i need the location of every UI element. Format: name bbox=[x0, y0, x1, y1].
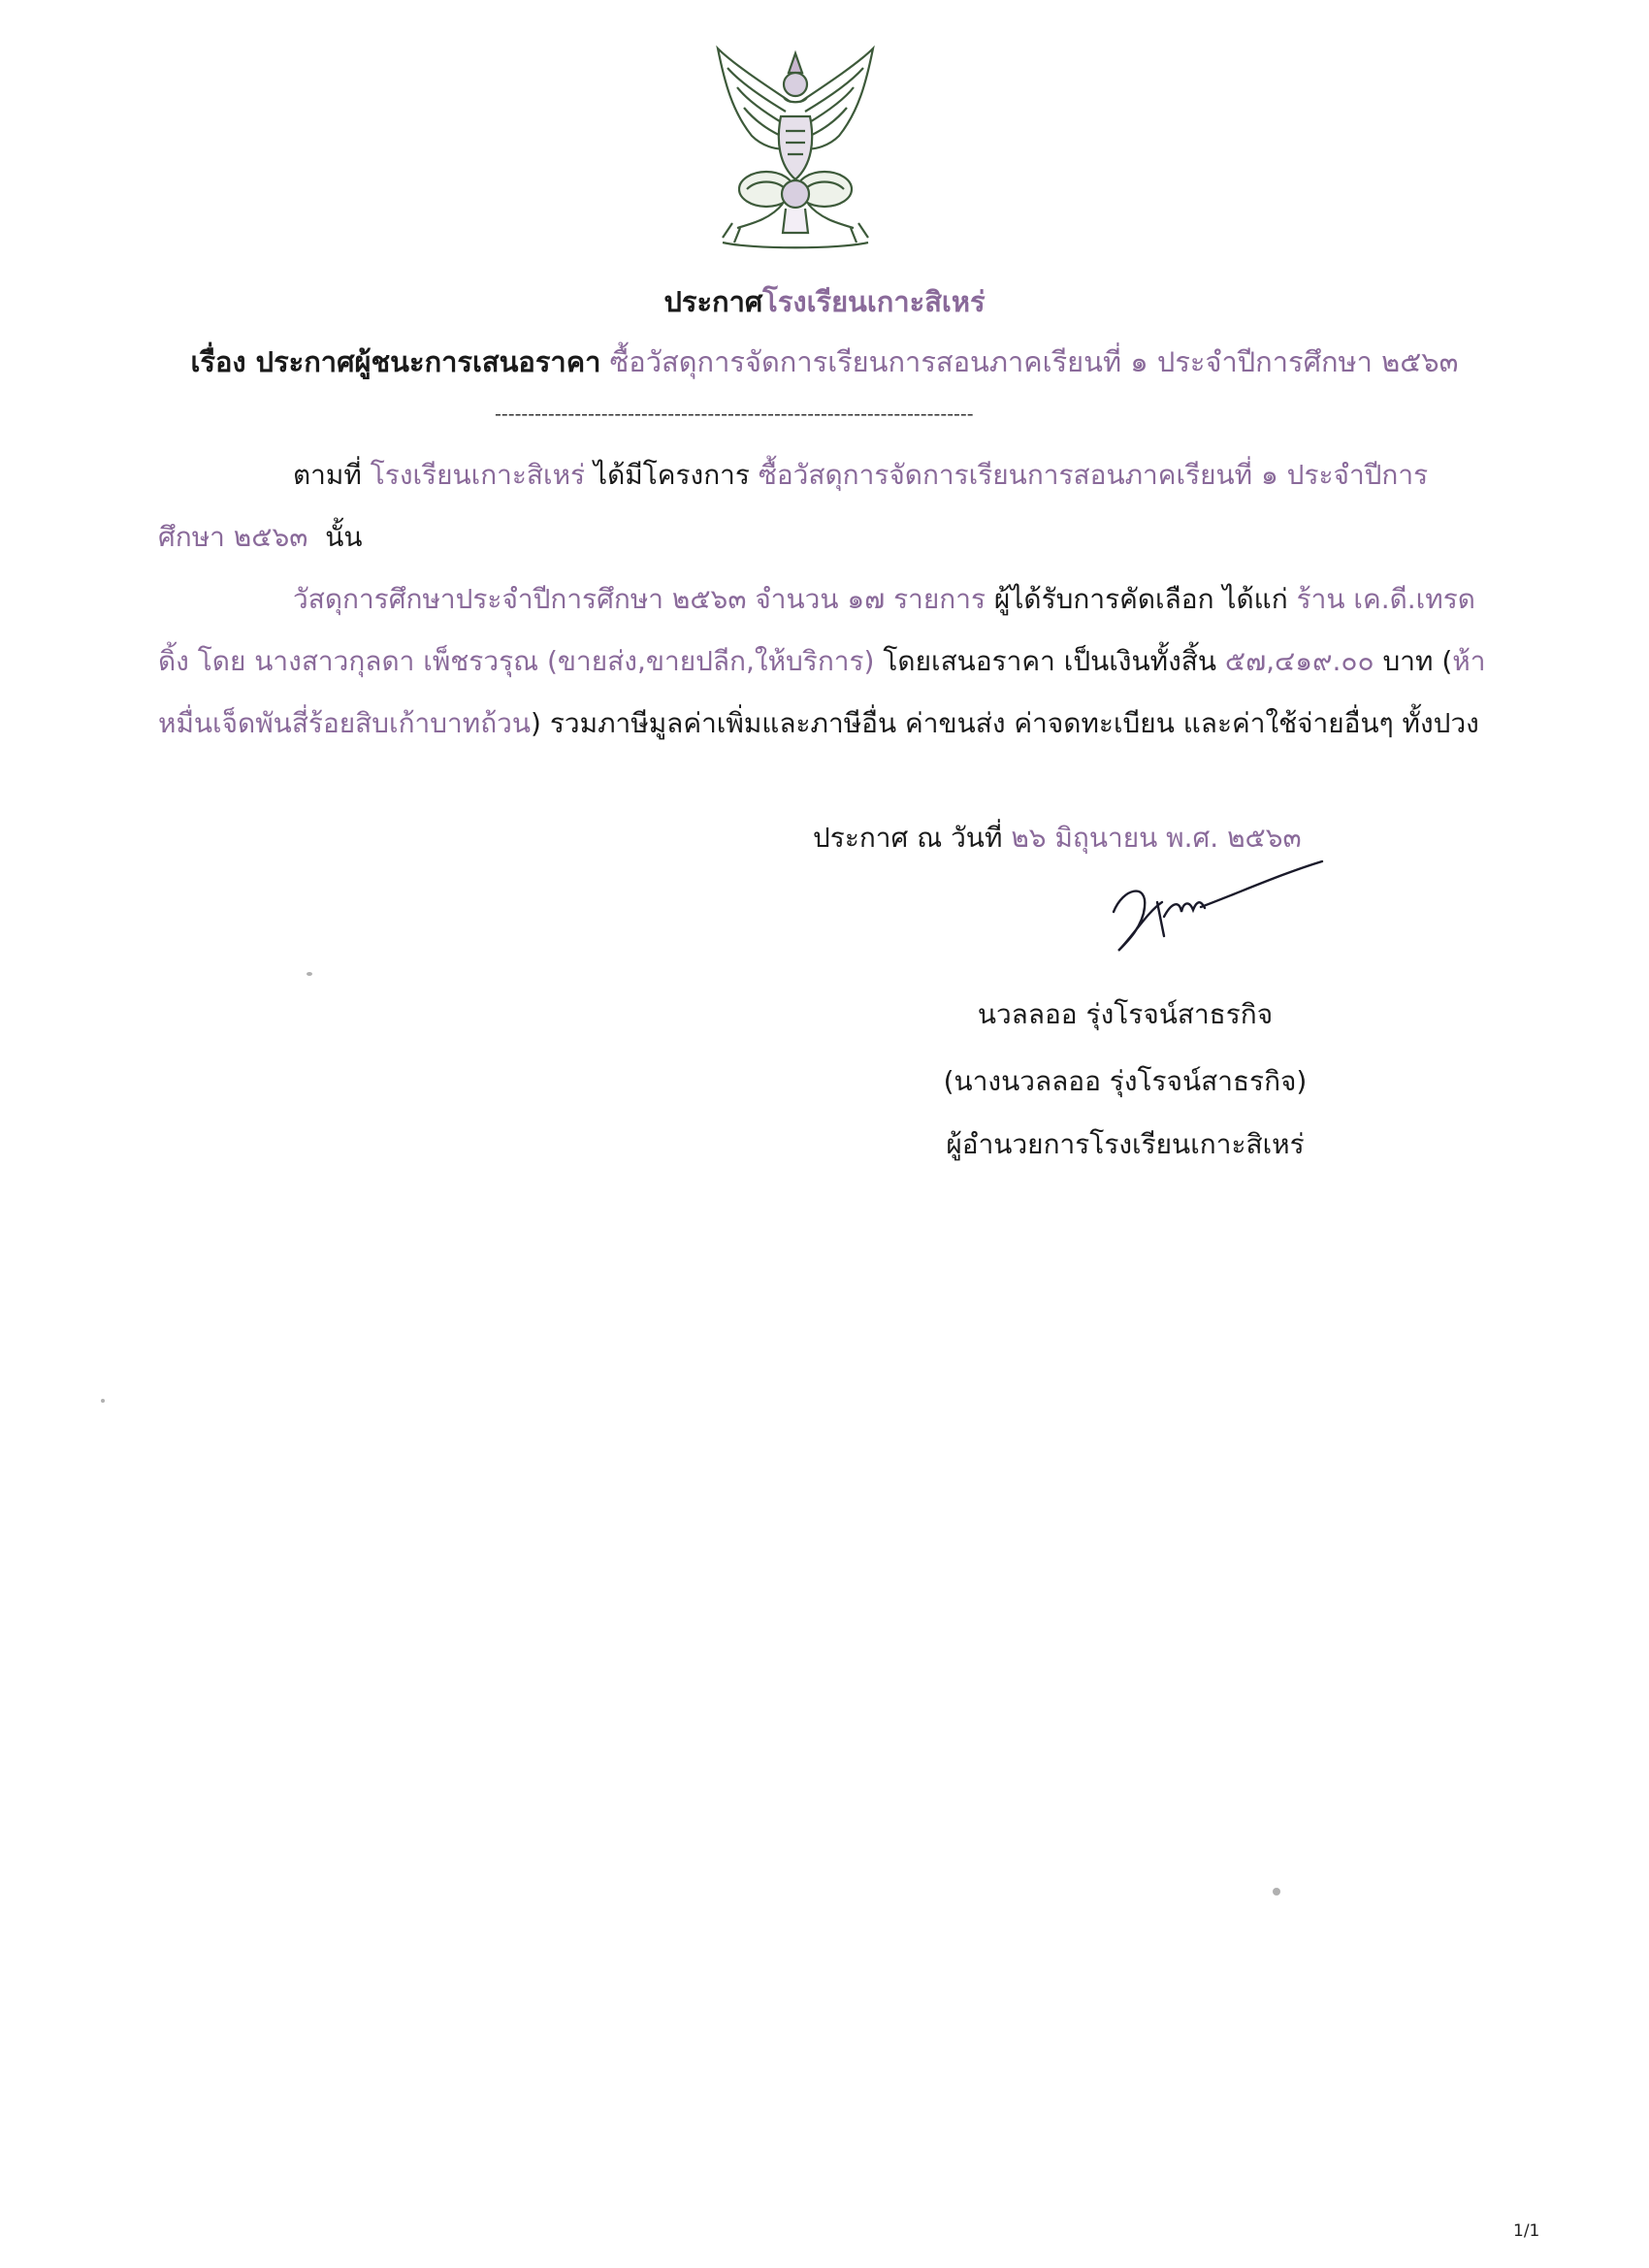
scan-speck bbox=[307, 972, 312, 976]
signatory-position: ผู้อำนวยการโรงเรียนเกาะสิเหร่ bbox=[946, 1128, 1305, 1160]
handwritten-signature bbox=[1104, 854, 1327, 970]
paragraph-1-line-2 bbox=[158, 516, 362, 559]
p2-amount-words-2: หมื่นเจ็ดพันสี่ร้อยสิบเก้าบาทถ้วน bbox=[158, 707, 532, 739]
p2-vendor: ดิ้ง โดย นางสาวกุลดา เพ็ชรวรุณ (ขายส่ง,ขายปลีก,ให้บริการ) bbox=[158, 645, 875, 677]
p2-price-label: โดยเสนอราคา เป็นเงินทั้งสิ้น bbox=[883, 645, 1216, 677]
p2-winner-label: ผู้ได้รับการคัดเลือก ได้แก่ bbox=[993, 583, 1288, 615]
date-value: ๒๖ มิถุนายน พ.ศ. ๒๕๖๓ bbox=[1011, 822, 1302, 854]
p1-project-label: ได้มีโครงการ bbox=[594, 459, 750, 491]
subject-text: ซื้อวัสดุการจัดการเรียนการสอนภาคเรียนที่ ๑ ประจำปีการศึกษา ๒๕๖๓ bbox=[609, 345, 1459, 378]
date-label: ประกาศ ณ วันที่ bbox=[813, 822, 1003, 854]
scan-speck bbox=[101, 1399, 105, 1403]
announcement-title bbox=[0, 279, 1649, 324]
subject-prefix: เรื่อง ประกาศผู้ชนะการเสนอราคา bbox=[190, 345, 601, 378]
title-school: โรงเรียนเกาะสิเหร่ bbox=[762, 285, 986, 318]
paragraph-2-line-2 bbox=[158, 640, 1485, 683]
page-number: 1/1 bbox=[1513, 2221, 1540, 2241]
signatory-full-name: (นางนวลลออ รุ่งโรจน์สาธรกิจ) bbox=[943, 1065, 1308, 1097]
p2-shop: ร้าน เค.ดี.เทรด bbox=[1296, 583, 1475, 615]
dashed-divider: ------------------------------------------------------------------------ bbox=[495, 404, 974, 425]
p2-items: วัสดุการศึกษาประจำปีการศึกษา ๒๕๖๓ จำนวน ๑๗ รายการ bbox=[293, 583, 986, 615]
scan-speck bbox=[1273, 1888, 1280, 1895]
signatory-name: นวลลออ รุ่งโรจน์สาธรกิจ bbox=[977, 998, 1274, 1030]
paragraph-2-line-3 bbox=[158, 702, 1479, 745]
paragraph-2-line-1 bbox=[293, 578, 1475, 621]
p1-school: โรงเรียนเกาะสิเหร่ bbox=[370, 459, 586, 491]
announcement-subject bbox=[175, 340, 1474, 384]
p2-amount-words-1: ห้า bbox=[1452, 645, 1486, 677]
garuda-emblem-icon bbox=[694, 44, 897, 262]
paragraph-1-line-1 bbox=[293, 454, 1428, 497]
p2-tax-note: ) รวมภาษีมูลค่าเพิ่มและภาษีอื่น ค่าขนส่ง ค่าจดทะเบียน และค่าใช้จ่ายอื่นๆ ทั้งปวง bbox=[531, 707, 1479, 739]
p1-end: นั้น bbox=[325, 521, 363, 553]
p2-amount: ๕๗,๔๑๙.๐๐ bbox=[1224, 645, 1374, 677]
p2-baht-open: บาท ( bbox=[1382, 645, 1453, 677]
p1-intro: ตามที่ bbox=[293, 459, 362, 491]
title-prefix: ประกาศ bbox=[663, 285, 763, 318]
p1-year: ศึกษา ๒๕๖๓ bbox=[158, 521, 308, 553]
p1-project-name: ซื้อวัสดุการจัดการเรียนการสอนภาคเรียนที่ ๑ ประจำปีการ bbox=[758, 459, 1429, 491]
